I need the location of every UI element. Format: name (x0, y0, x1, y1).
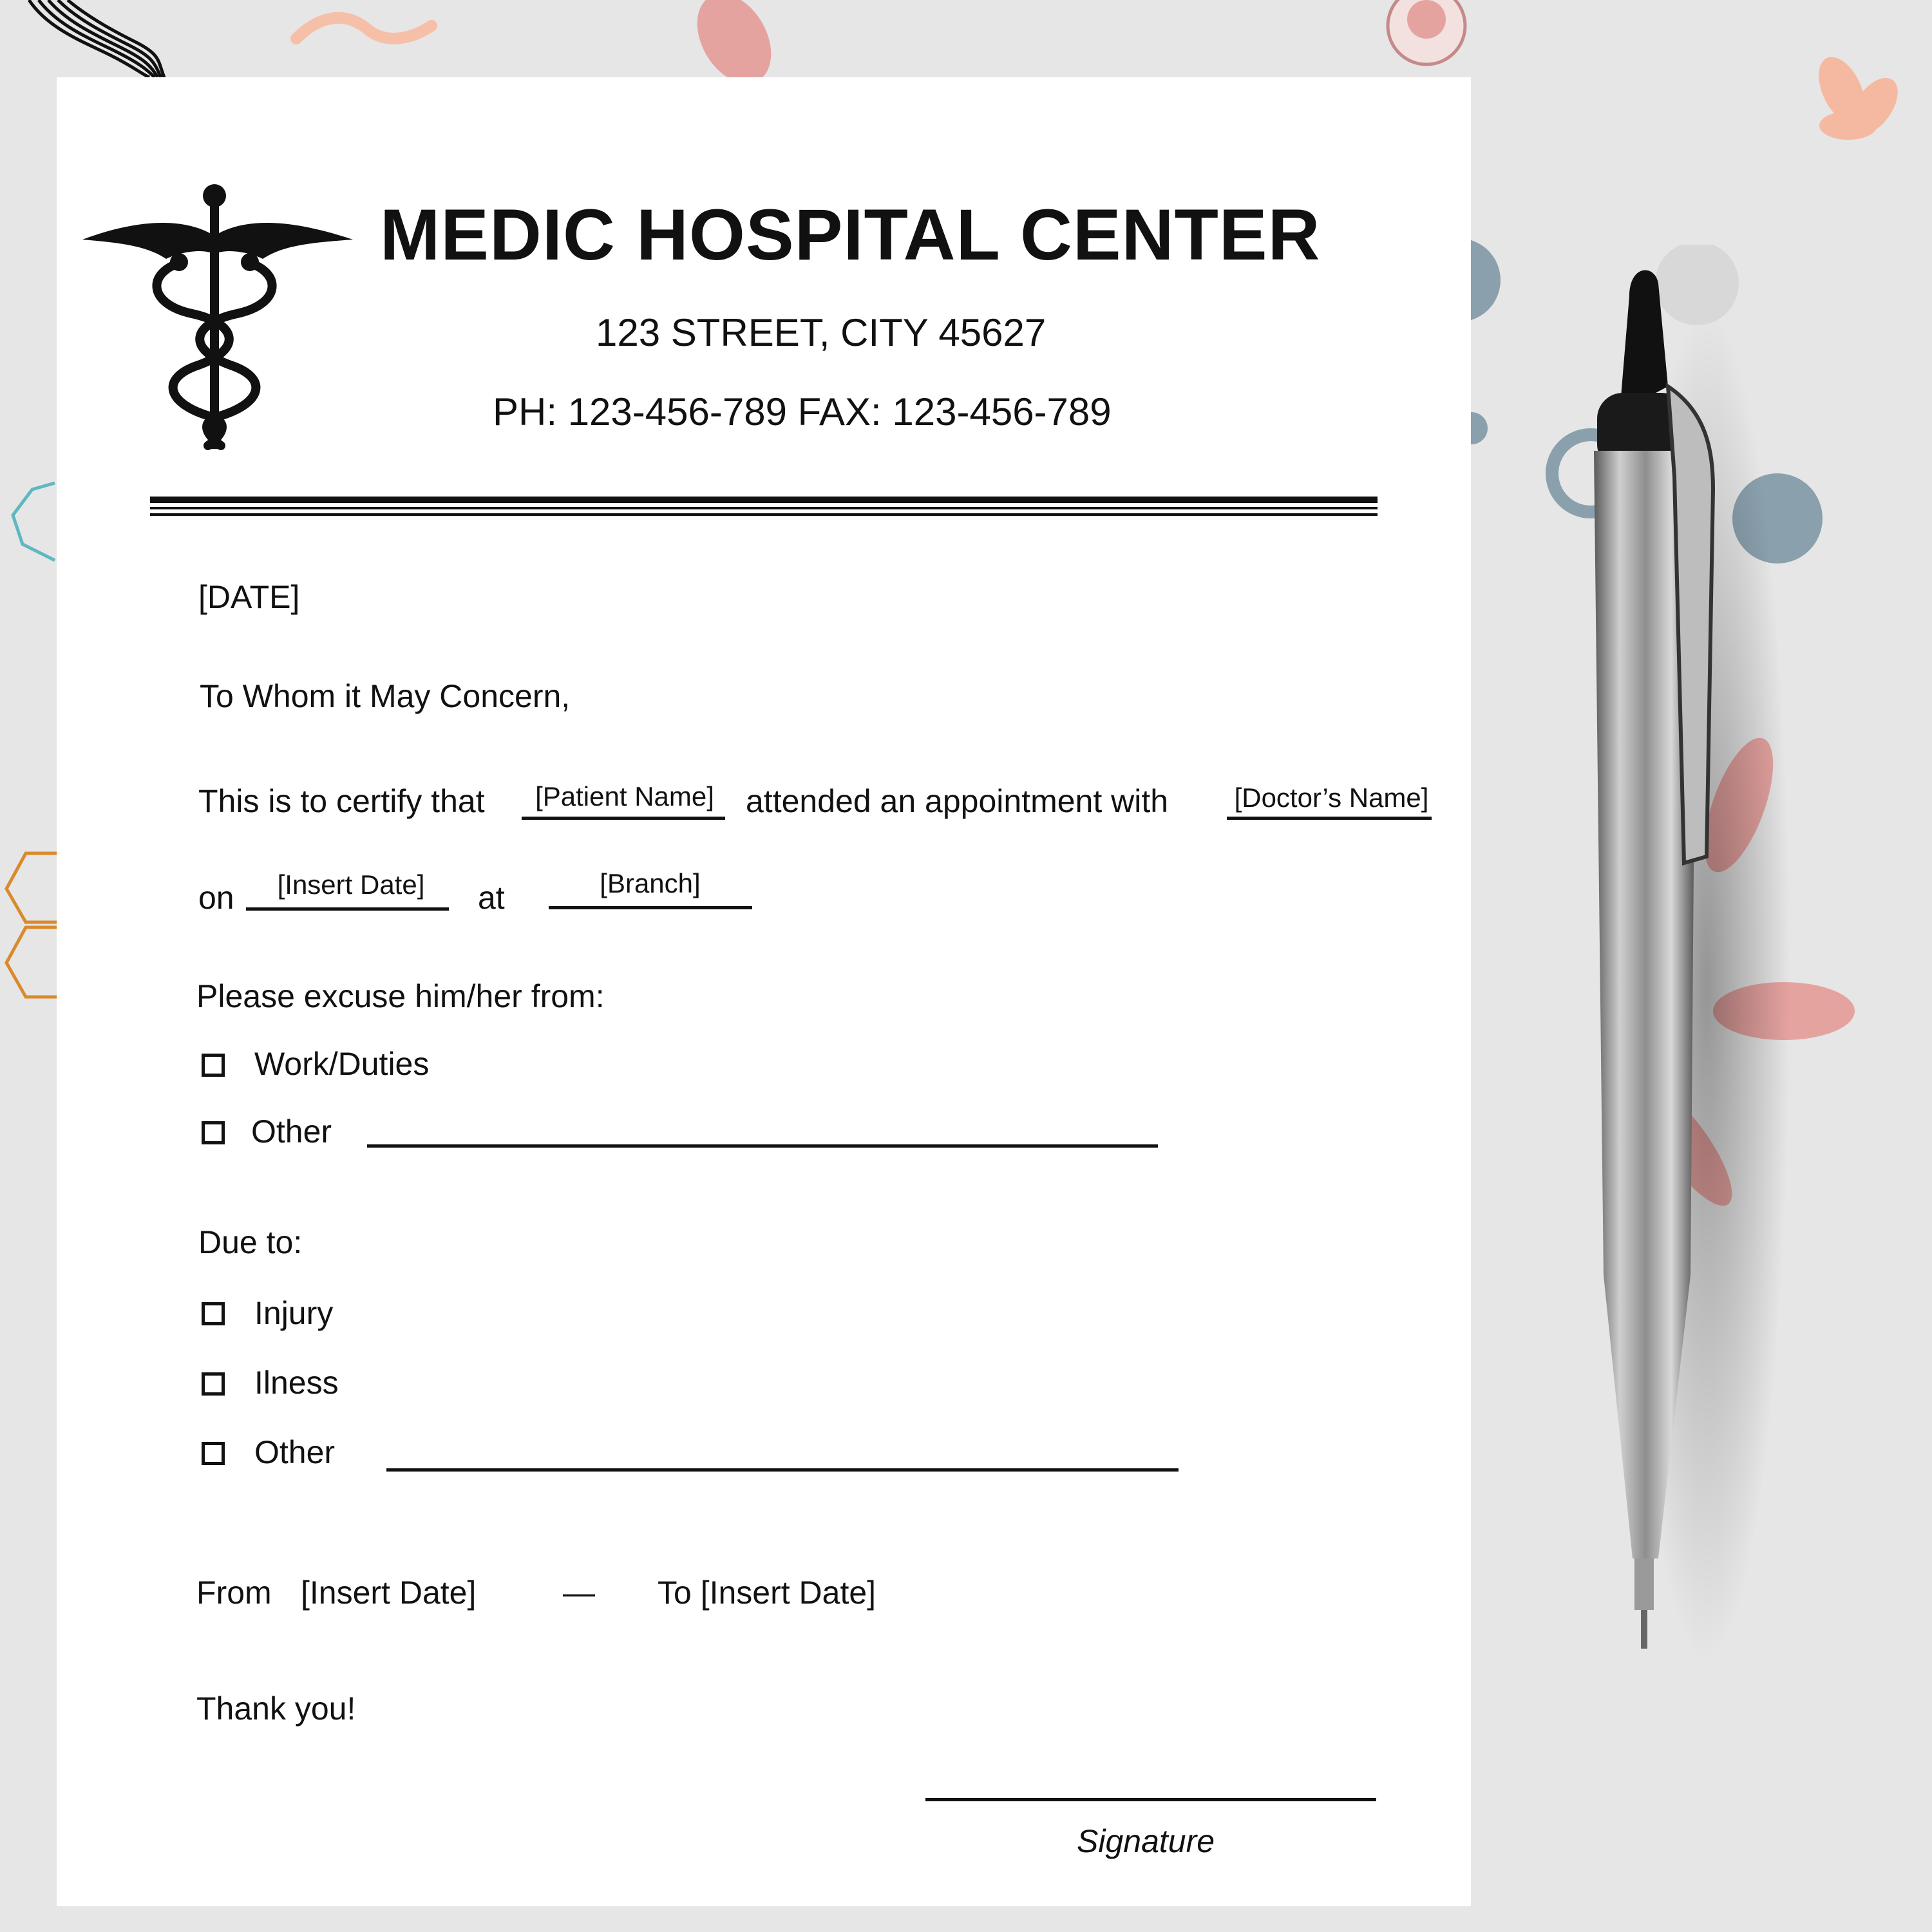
option-work-duties: Work/Duties (254, 1046, 430, 1082)
due-other-line[interactable] (386, 1468, 1179, 1472)
letter-date: [DATE] (198, 579, 300, 615)
to-date[interactable]: To [Insert Date] (658, 1575, 876, 1611)
header-divider-thin-2 (150, 513, 1378, 516)
checkbox-due-other[interactable] (202, 1442, 225, 1465)
hospital-name: MEDIC HOSPITAL CENTER (380, 194, 1321, 275)
on-label: on (198, 880, 234, 916)
branch-line (549, 906, 752, 909)
salutation: To Whom it May Concern, (200, 678, 571, 714)
appointment-date-line (246, 907, 449, 911)
closing: Thank you! (196, 1690, 356, 1727)
pen-image (1558, 245, 1829, 1662)
attended-text: attended an appointment with (746, 783, 1169, 819)
header-divider-thin-1 (150, 507, 1378, 509)
signature-label: Signature (1077, 1823, 1215, 1859)
checkbox-illness[interactable] (202, 1372, 225, 1396)
patient-name-field[interactable]: [Patient Name] (535, 781, 714, 811)
option-injury: Injury (254, 1295, 334, 1331)
option-illness: Ilness (254, 1365, 339, 1401)
appointment-date-field[interactable]: [Insert Date] (277, 869, 425, 900)
header-divider-thick (150, 497, 1378, 503)
option-excuse-other: Other (251, 1113, 332, 1150)
certify-prefix: This is to certify that (198, 783, 485, 819)
from-label: From (196, 1575, 272, 1611)
checkbox-excuse-other[interactable] (202, 1121, 225, 1144)
date-range-dash: — (563, 1575, 595, 1611)
at-label: at (478, 880, 505, 916)
doctor-name-field[interactable]: [Doctor’s Name] (1234, 782, 1429, 813)
patient-name-line (522, 817, 725, 820)
due-heading: Due to: (198, 1224, 303, 1260)
from-date[interactable]: [Insert Date] (301, 1575, 477, 1611)
signature-line[interactable] (925, 1798, 1376, 1801)
caduceus-icon (82, 182, 353, 452)
excuse-heading: Please excuse him/her from: (196, 978, 605, 1014)
checkbox-work-duties[interactable] (202, 1054, 225, 1077)
doctor-name-line (1227, 817, 1432, 820)
hospital-address: 123 STREET, CITY 45627 (596, 311, 1046, 354)
option-due-other: Other (254, 1434, 336, 1470)
branch-field[interactable]: [Branch] (600, 868, 701, 898)
hospital-contact: PH: 123-456-789 FAX: 123-456-789 (493, 390, 1112, 433)
excuse-other-line[interactable] (367, 1144, 1158, 1148)
checkbox-injury[interactable] (202, 1302, 225, 1325)
